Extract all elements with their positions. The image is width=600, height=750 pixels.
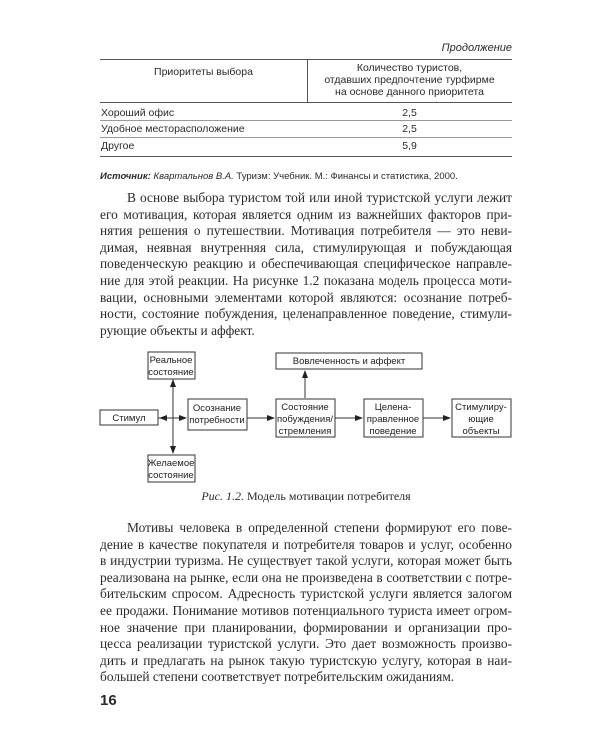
label-drive-state: Состояние bbox=[281, 402, 329, 413]
continuation-label: Продолжение bbox=[441, 42, 512, 54]
source-label: Источник: bbox=[100, 171, 151, 182]
text-line: его мотивация, которая является одним из важнейших факторов при- bbox=[100, 206, 512, 222]
table-row-label: Другое bbox=[101, 140, 135, 152]
label-goal-behavior: поведение bbox=[369, 426, 417, 437]
text-line: дение в качестве покупателя и потребителя товаров и услуг, особенно bbox=[100, 536, 512, 552]
text-line: поведенческую реакцию и обеспечивающая специфическое направле- bbox=[100, 256, 512, 272]
caption-text: Модель мотивации потребителя bbox=[243, 489, 411, 503]
text-line: В основе выбора туристом той или иной туристской услуги лежит bbox=[127, 190, 512, 205]
text-line: бительским спросом. Адресность туристской услуги является залогом bbox=[100, 586, 512, 602]
text-line: дить и предлагать на рынок такую туристскую услугу, которая в наи- bbox=[100, 652, 512, 668]
label-stimulus: Стимул bbox=[112, 413, 146, 424]
figure-caption bbox=[100, 489, 512, 504]
text-line: реализована на рынке, если она не произведена в соответствии с потре- bbox=[100, 569, 512, 585]
header-line: Количество туристов, bbox=[356, 62, 463, 74]
table-row-label: Хороший офис bbox=[101, 107, 175, 119]
text-line: ее продажи. Понимание мотивов потенциального туриста имеет огром- bbox=[100, 602, 512, 618]
label-need-awareness: Осознание bbox=[192, 403, 242, 414]
table-row-value: 2,5 bbox=[402, 107, 417, 119]
text-line: большей степени соответствует потребительским ожиданиям. bbox=[100, 669, 455, 685]
text-line: рующие объекты и аффект. bbox=[100, 322, 255, 338]
text-line: ние для этой реакции. На рисунке 1.2 показана модель процесса моти- bbox=[100, 272, 512, 288]
label-stimulating-objects: объекты bbox=[462, 426, 500, 437]
label-stimulating-objects: ющие bbox=[468, 414, 494, 425]
label-drive-state: стремления bbox=[278, 426, 332, 437]
header-line: на основе данного приоритета bbox=[335, 86, 484, 98]
label-goal-behavior: Целена- bbox=[374, 402, 412, 413]
text-line: вации, основными элементами которой являются: осознание потреб- bbox=[100, 289, 512, 305]
paragraph-2 bbox=[100, 520, 512, 686]
text-line: нятия решения о путешествии. Мотивация потребителя — это неви- bbox=[100, 223, 512, 239]
header-line: отдавших предпочтение турфирме bbox=[324, 74, 495, 86]
source-author: Квартальнов В.А. bbox=[153, 171, 234, 182]
text-line: в индустрии туризма. Не существует такой услуги, которая может быть bbox=[100, 553, 512, 569]
label-stimulating-objects: Стимулиру- bbox=[455, 402, 507, 413]
text-line: ное значение при планировании, формировании и организации про- bbox=[100, 619, 512, 635]
text-line: цесса реализации туристской услуги. Это дает возможность произво- bbox=[100, 636, 512, 652]
label-desired-state: состояние bbox=[148, 470, 194, 481]
table-row-label: Удобное месторасположение bbox=[101, 123, 245, 135]
text-line: димая, неявная внутренняя сила, стимулирующая и побуждающая bbox=[100, 239, 512, 255]
page-number: 16 bbox=[100, 692, 117, 709]
label-desired-state: Желаемое bbox=[147, 458, 195, 469]
text-line: Мотивы человека в определенной степени формируют его пове- bbox=[127, 520, 512, 535]
source-text: Туризм: Учебник. М.: Финансы и статистика, 2000. bbox=[233, 171, 458, 182]
table-header-priorities: Приоритеты выбора bbox=[154, 66, 253, 78]
label-need-awareness: потребности bbox=[189, 415, 245, 426]
caption-label: Рис. 1.2. bbox=[201, 489, 244, 503]
label-involvement: Вовлеченность и аффект bbox=[292, 356, 406, 367]
table-row-value: 5,9 bbox=[402, 140, 417, 152]
label-real-state: состояние bbox=[148, 367, 194, 378]
label-drive-state: побуждения/ bbox=[276, 414, 334, 425]
text-line: ности, состояние побуждения, целенаправленное поведение, стимули- bbox=[100, 306, 512, 322]
table-row-value: 2,5 bbox=[402, 123, 417, 135]
label-real-state: Реальное bbox=[149, 355, 193, 366]
label-goal-behavior: правленное bbox=[366, 414, 420, 425]
